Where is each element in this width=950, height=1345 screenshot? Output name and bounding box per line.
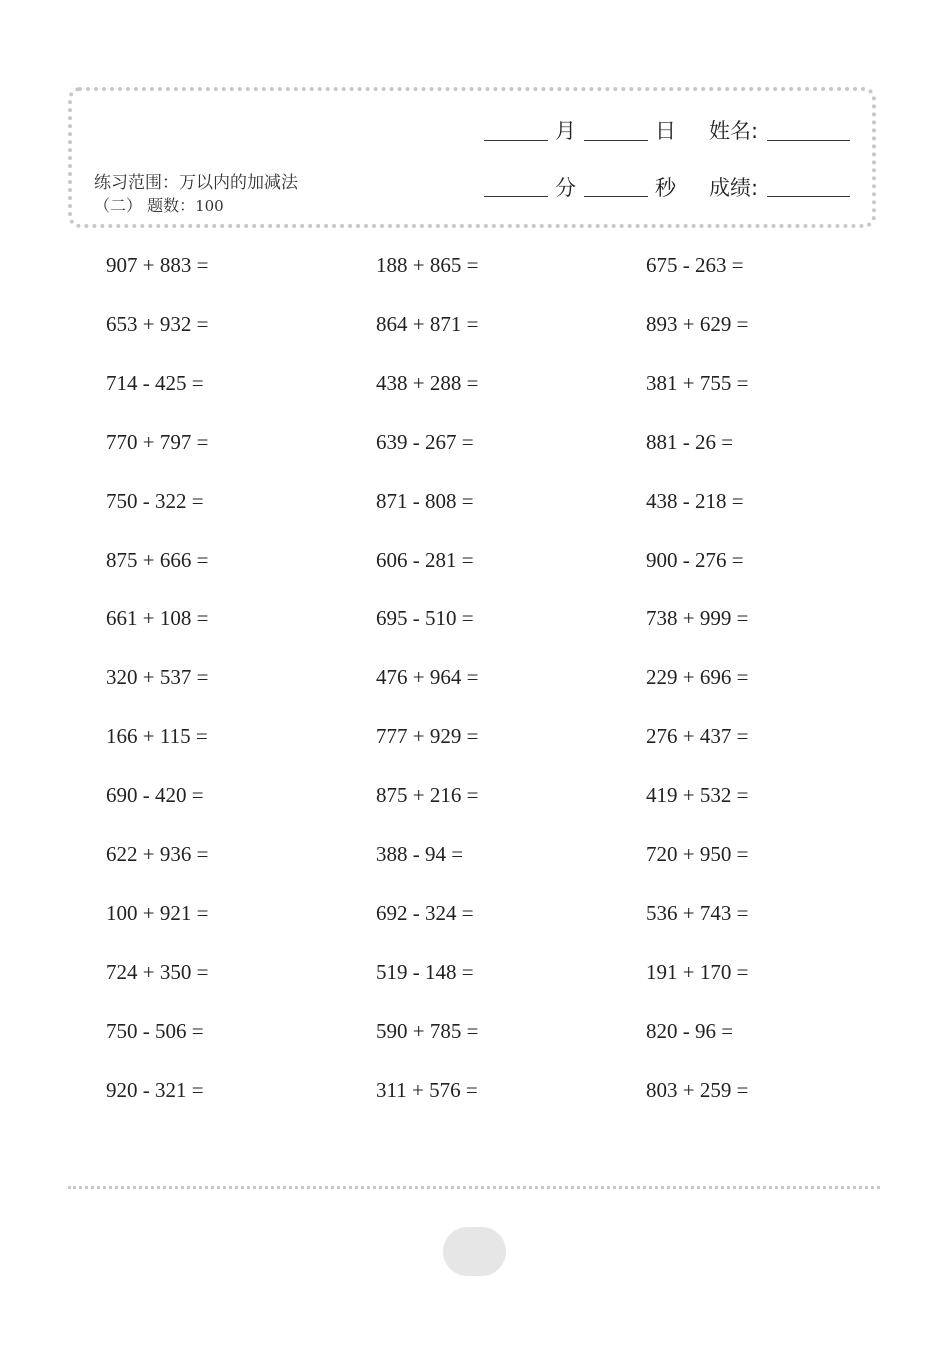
problem-item: 519 - 148 = <box>376 959 474 984</box>
problem-item: 188 + 865 = <box>376 253 479 277</box>
problem-item: 900 - 276 = <box>646 547 744 572</box>
score-blank[interactable] <box>767 196 850 197</box>
month-blank[interactable] <box>484 140 548 141</box>
practice-subtitle <box>94 193 224 216</box>
problem-item: 803 + 259 = <box>646 1077 749 1102</box>
problem-item: 419 + 532 = <box>646 783 749 808</box>
problem-item: 476 + 964 = <box>376 665 479 690</box>
problem-item: 770 + 797 = <box>106 429 209 454</box>
page-number-badge <box>443 1227 506 1276</box>
problem-item: 166 + 115 = <box>106 724 208 749</box>
footer-divider <box>68 1186 880 1189</box>
problem-item: 438 - 218 = <box>646 488 744 513</box>
score-label: 成绩: <box>709 176 759 200</box>
problem-item: 661 + 108 = <box>106 606 209 631</box>
problem-item: 750 - 322 = <box>106 488 204 513</box>
problem-item: 724 + 350 = <box>106 959 209 984</box>
problem-item: 875 + 666 = <box>106 547 209 572</box>
problem-item: 690 - 420 = <box>106 783 204 808</box>
minute-blank[interactable] <box>484 196 548 197</box>
second-label: 秒 <box>655 176 676 200</box>
problem-item: 381 + 755 = <box>646 370 749 395</box>
minute-label: 分 <box>555 176 576 200</box>
problem-item: 311 + 576 = <box>376 1077 478 1102</box>
problem-item: 692 - 324 = <box>376 900 474 925</box>
practice-range: 练习范围：万以内的加减法 <box>94 173 298 193</box>
problem-item: 777 + 929 = <box>376 724 479 749</box>
problem-item: 675 - 263 = <box>646 253 744 277</box>
problem-item: 100 + 921 = <box>106 900 209 925</box>
problem-item: 320 + 537 = <box>106 665 209 690</box>
problem-item: 714 - 425 = <box>106 370 204 395</box>
problem-item: 820 - 96 = <box>646 1018 734 1043</box>
problem-item: 738 + 999 = <box>646 606 749 631</box>
name-label: 姓名: <box>709 119 759 143</box>
problem-item: 907 + 883 = <box>106 253 209 277</box>
month-label: 月 <box>555 119 576 143</box>
problem-item: 875 + 216 = <box>376 783 479 808</box>
problem-item: 864 + 871 = <box>376 311 479 336</box>
problem-item: 606 - 281 = <box>376 547 474 572</box>
problem-item: 871 - 808 = <box>376 488 474 513</box>
problem-item: 750 - 506 = <box>106 1018 204 1043</box>
problem-item: 191 + 170 = <box>646 959 749 984</box>
problem-item: 229 + 696 = <box>646 665 749 690</box>
problem-item: 720 + 950 = <box>646 842 749 866</box>
subtitle-prefix: （二） 题数： <box>94 196 196 215</box>
problem-item: 695 - 510 = <box>376 606 474 631</box>
problem-count: 100 <box>195 197 224 215</box>
problem-item: 388 - 94 = <box>376 842 464 866</box>
day-label: 日 <box>655 119 676 143</box>
problem-item: 893 + 629 = <box>646 311 749 336</box>
second-blank[interactable] <box>584 196 648 197</box>
problem-item: 590 + 785 = <box>376 1018 479 1043</box>
problem-item: 438 + 288 = <box>376 370 479 395</box>
problem-item: 639 - 267 = <box>376 429 474 454</box>
problem-item: 536 + 743 = <box>646 900 749 925</box>
problem-item: 622 + 936 = <box>106 842 209 866</box>
name-blank[interactable] <box>767 140 850 141</box>
problem-item: 881 - 26 = <box>646 429 734 454</box>
problem-item: 653 + 932 = <box>106 311 209 336</box>
problem-item: 920 - 321 = <box>106 1077 204 1102</box>
day-blank[interactable] <box>584 140 648 141</box>
problem-item: 276 + 437 = <box>646 724 749 749</box>
